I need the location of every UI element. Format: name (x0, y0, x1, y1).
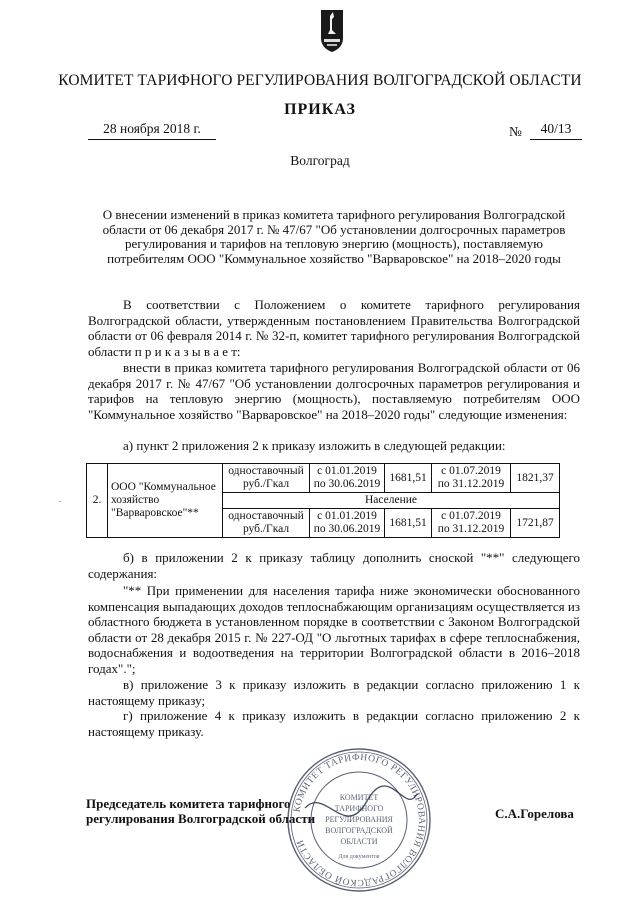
order-number: 40/13 (530, 121, 582, 140)
item-a-paragraph: а) пункт 2 приложения 2 к приказу изложить в следующей редакции: (123, 438, 506, 453)
document-type: ПРИКАЗ (284, 101, 356, 118)
order-date: 28 ноября 2018 г. (88, 121, 216, 140)
item-d-paragraph: г) приложение 4 к приказу изложить в редакции согласно приложению 2 к настоящему приказу. (88, 708, 580, 739)
period-2: с 01.07.2019 по 31.12.2019 (432, 464, 511, 493)
tariff-table (86, 463, 560, 538)
tariff-value-2: 1721,87 (511, 509, 560, 538)
svg-text:КОМИТЕТ: КОМИТЕТ (339, 793, 379, 802)
official-stamp (285, 746, 433, 894)
city: Волгоград (290, 153, 350, 168)
tariff-value-2: 1821,37 (511, 464, 560, 493)
svg-text:ВОЛГОГРАДСКОЙ: ВОЛГОГРАДСКОЙ (325, 826, 393, 835)
svg-text:КОМИТЕТ ТАРИФНОГО РЕГУЛИРОВАНИ: КОМИТЕТ ТАРИФНОГО РЕГУЛИРОВАНИЯ ВОЛГОГРАДСКОЙ ОБЛАСТИ (292, 752, 427, 888)
period-1: с 01.01.2019 по 30.06.2019 (310, 509, 385, 538)
tariff-value-1: 1681,51 (385, 509, 432, 538)
period-1: с 01.01.2019 по 30.06.2019 (310, 464, 385, 493)
organization-name: ООО "Коммунальное хозяйство "Варваровское"** (108, 464, 223, 538)
item-c-paragraph: в) приложение 3 к приказу изложить в редакции согласно приложению 1 к настоящему приказу; (88, 677, 580, 708)
svg-text:ТАРИФНОГО: ТАРИФНОГО (334, 804, 384, 813)
coat-of-arms-icon (319, 8, 345, 54)
svg-text:ОБЛАСТИ: ОБЛАСТИ (340, 837, 378, 846)
rate-type: одноставочный руб./Гкал (223, 509, 310, 538)
signatory-name: С.А.Горелова (495, 806, 574, 821)
row-number: 2. (87, 464, 108, 538)
rate-type: одноставочный руб./Гкал (223, 464, 310, 493)
svg-text:РЕГУЛИРОВАНИЯ: РЕГУЛИРОВАНИЯ (325, 815, 393, 824)
number-sign: № (509, 124, 522, 139)
footnote-paragraph: "** При применении для населения тарифа ниже экономически обоснованного компенсация выпадающих доходов теплоснабжающим организациям осуществляется из областного бюджета в установленном порядке в соответствии с Законом Волгоградской области от 28 декабря 2015 г. № 227-ОД "О льготных тарифах в сфере теплоснабжения, водоснабжения и водоотведения на территории Волгоградской области в 2016–2018 годах"."; (88, 583, 580, 676)
tariff-value-1: 1681,51 (385, 464, 432, 493)
period-2: с 01.07.2019 по 31.12.2019 (432, 509, 511, 538)
preamble-paragraph: В соответствии с Положением о комитете тарифного регулирования Волгоградской области, утвержденным постановлением Правительства Волгоградской области от 06 февраля 2014 г. № 32-п, комитет тарифного регулирования Волгоградской области п р и к а з ы в а е т: (88, 297, 580, 359)
change-intro-paragraph: внести в приказ комитета тарифного регулирования Волгоградской области от 06 декабря 2017 г. № 47/67 "Об установлении долгосрочных параметров регулирования и тарифов на тепловую энергию (мощность), поставляемую потребителям ООО "Коммунальное хозяйство "Варваровское" на 2018–2020 годы" следующие изменения: (88, 360, 580, 422)
population-label: Население (223, 493, 560, 509)
item-b-paragraph: б) в приложении 2 к приказу таблицу дополнить сноской "**" следующего содержания: (88, 550, 580, 581)
order-subject: О внесении изменений в приказ комитета тарифного регулирования Волгоградской области от 06 декабря 2017 г. № 47/67 "Об установлении долгосрочных параметров регулирования и тарифов на тепловую энергию (мощность), поставляемую потребителям ООО "Коммунальное хозяйство "Варваровское" на 2018–2020 годы (102, 207, 566, 266)
table-row (87, 464, 560, 493)
committee-name: КОМИТЕТ ТАРИФНОГО РЕГУЛИРОВАНИЯ ВОЛГОГРАДСКОЙ ОБЛАСТИ (58, 72, 582, 89)
signatory-title: Председатель комитета тарифного регулирования Волгоградской области (86, 796, 316, 826)
svg-text:Для документов: Для документов (338, 854, 380, 860)
